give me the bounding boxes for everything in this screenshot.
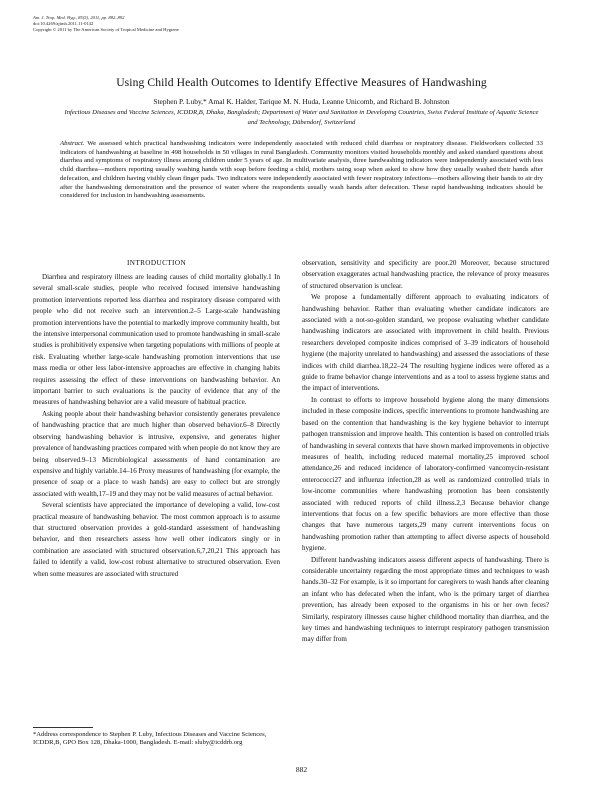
section-heading-introduction: INTRODUCTION (126, 259, 187, 267)
abstract-label: Abstract. (60, 140, 85, 147)
journal-copyright: Copyright © 2011 by The American Society of Tropical Medicine and Hygiene (33, 27, 179, 32)
paragraph: In contrast to efforts to improve household hygiene along the many dimensions included in these composite indices, specific interventions to promote handwashing are based on the contention that handwashing is the key hygiene behavior to interrupt pathogen transmission and improve health. This contention is based on controlled trials of handwashing in several contexts that have shown marked improvements in objective measures of health, including reduced maternal mortality,25 improved school attendance,26 and reduced incidence of laboratory-confirmed vancomycin-resistant enterococci27 and influenza infection,28 as well as randomized controlled trials in low-income communities where handwashing promotion has been consistently associated with reduced reports of child illness.2,3 Because behavior change interventions that focus on a few specific behaviors are more effective than those changes that have numerous targets,29 many current interventions focus on handwashing promotion rather than attempting to affect diverse aspects of household hygiene. (302, 395, 549, 553)
page-number: 882 (295, 765, 308, 774)
paragraph: Asking people about their handwashing behavior consistently generates prevalence of handwashing practice that are much higher than observed behavior.6–8 Directly observing handwashing behavior is intrusive, expensive, and generates higher prevalence of handwashing practices compared with when people do not know they are being observed.9–13 Microbiological assessments of hand contamination are expensive and highly variable.14–16 Proxy measures of handwashing (for example, the presence of soap or a place to wash hands) are easy to collect but are strongly associated with wealth,17–19 and they may not be valid measures of actual behavior. (33, 409, 280, 498)
correspondence-footnote: *Address correspondence to Stephen P. Luby, Infectious Diseases and Vaccine Sciences, ICDDR,B, GPO Box 128, Dhaka-1000, Bangladesh. E-mail: sluby@icddrb.org (33, 731, 267, 747)
paragraph: Several scientists have appreciated the importance of developing a valid, low-cost practical measure of handwashing behavior. The most common approach is to assume that structured observation provides a gold-standard assessment of handwashing behavior, and then researchers assess how well other indicators singly or in combination are associated with structured observation.6,7,20,21 This approach has failed to identify a valid, low-cost robust alternative to structured observation. Even when some measures are associated with structured (33, 501, 280, 578)
paper-title: Using Child Health Outcomes to Identify Effective Measures of Handwashing (116, 76, 487, 89)
left-column (33, 258, 280, 580)
right-column (302, 258, 549, 646)
journal-citation: Am. J. Trop. Med. Hyg., 85(5), 2011, pp. 882–892 (33, 15, 125, 20)
footnote-divider (33, 727, 93, 728)
paragraph: Diarrhea and respiratory illness are leading causes of child mortality globally.1 In several small-scale studies, people who received focused intensive handwashing promotion interventions reported less diarrhea and respiratory disease compared with people who did not receive such an intervention.2–5 Large-scale handwashing promotion interventions have the potential to markedly improve community health, but the intensive interpersonal communication used to promote handwashing in small-scale studies is prohibitively expensive when targeting populations with millions of people at risk. Evaluating whether large-scale handwashing promotion interventions that use mass media or other less labor-intensive approaches are effective in changing habits requires assessing the effect of these interventions on handwashing behavior. An important barrier to such evaluations is the paucity of evidence that any of the measures of handwashing behavior are a valid measure of habitual practice. (33, 273, 280, 407)
journal-header (33, 15, 179, 33)
abstract (60, 140, 543, 201)
paragraph: We propose a fundamentally different approach to evaluating indicators of handwashing behavior. Rather than evaluating whether candidate indicators are associated with a not-so-golden standard, we propose evaluating whether candidate handwashing indicators are associated with improvement in child health. Previous researchers developed composite indices comprised of 3–39 indicators of household hygiene (the majority unrelated to handwashing) and assessed the associations of these indices with child diarrhea.18,22–24 The resulting hygiene indices were offered as a guide to frame behavior change interventions and as a tool to assess hygiene status and the impact of interventions. (302, 293, 549, 393)
abstract-text: We assessed which practical handwashing indicators were independently associated with reduced child diarrhea or respiratory disease. Fieldworkers collected 33 indicators of handwashing at baseline in 498 households in 50 villages in rural Bangladesh. Community monitors visited households monthly and asked standard questions about diarrhea and symptoms of respiratory illness among children under 5 years of age. In multivariate analysis, three handwashing indicators were independently associated with less child diarrhea—mothers reporting usually washing hands with soap before feeding a child, mothers using soap when asked to show how they usually washed their hands after defecation, and children having visibly clean finger pads. Two indicators were independently associated with fewer respiratory infections—mothers allowing their hands to air dry after the handwashing demonstration and the presence of water where the respondents usually wash hands after defecation. These rapid handwashing indicators should be considered for inclusion in handwashing assessments. (60, 140, 543, 200)
affiliations: Infectious Diseases and Vaccine Sciences, ICDDR,B, Dhaka, Bangladesh; Department of Water and Sanitation in Developing Countries, Swiss Federal Institute of Aquatic Science and Technology, Dübendorf, Switzerland (64, 109, 539, 126)
paragraph: observation, sensitivity and specificity are poor.20 Moreover, because structured observation exaggerates actual handwashing practice, the relevance of proxy measures of structured observation is unclear. (302, 259, 549, 290)
paragraph: Different handwashing indicators assess different aspects of handwashing. There is considerable uncertainty regarding the most appropriate times and techniques to wash hands.30–32 For example, is it so important for caregivers to wash hands after cleaning an infant who has defecated when the infant, who is the primary target of diarrhea prevention, has already been exposed to the organisms in his or her own feces? Similarly, respiratory illnesses cause higher childhood mortality than diarrhea, and the key times and handwashing techniques to interrupt respiratory pathogen transmission may differ from (302, 555, 549, 644)
author-list: Stephen P. Luby,* Amal K. Halder, Tarique M. N. Huda, Leanne Unicomb, and Richard B. Johnston (153, 97, 450, 106)
journal-doi: doi:10.4269/ajtmh.2011.11-0142 (33, 21, 94, 26)
